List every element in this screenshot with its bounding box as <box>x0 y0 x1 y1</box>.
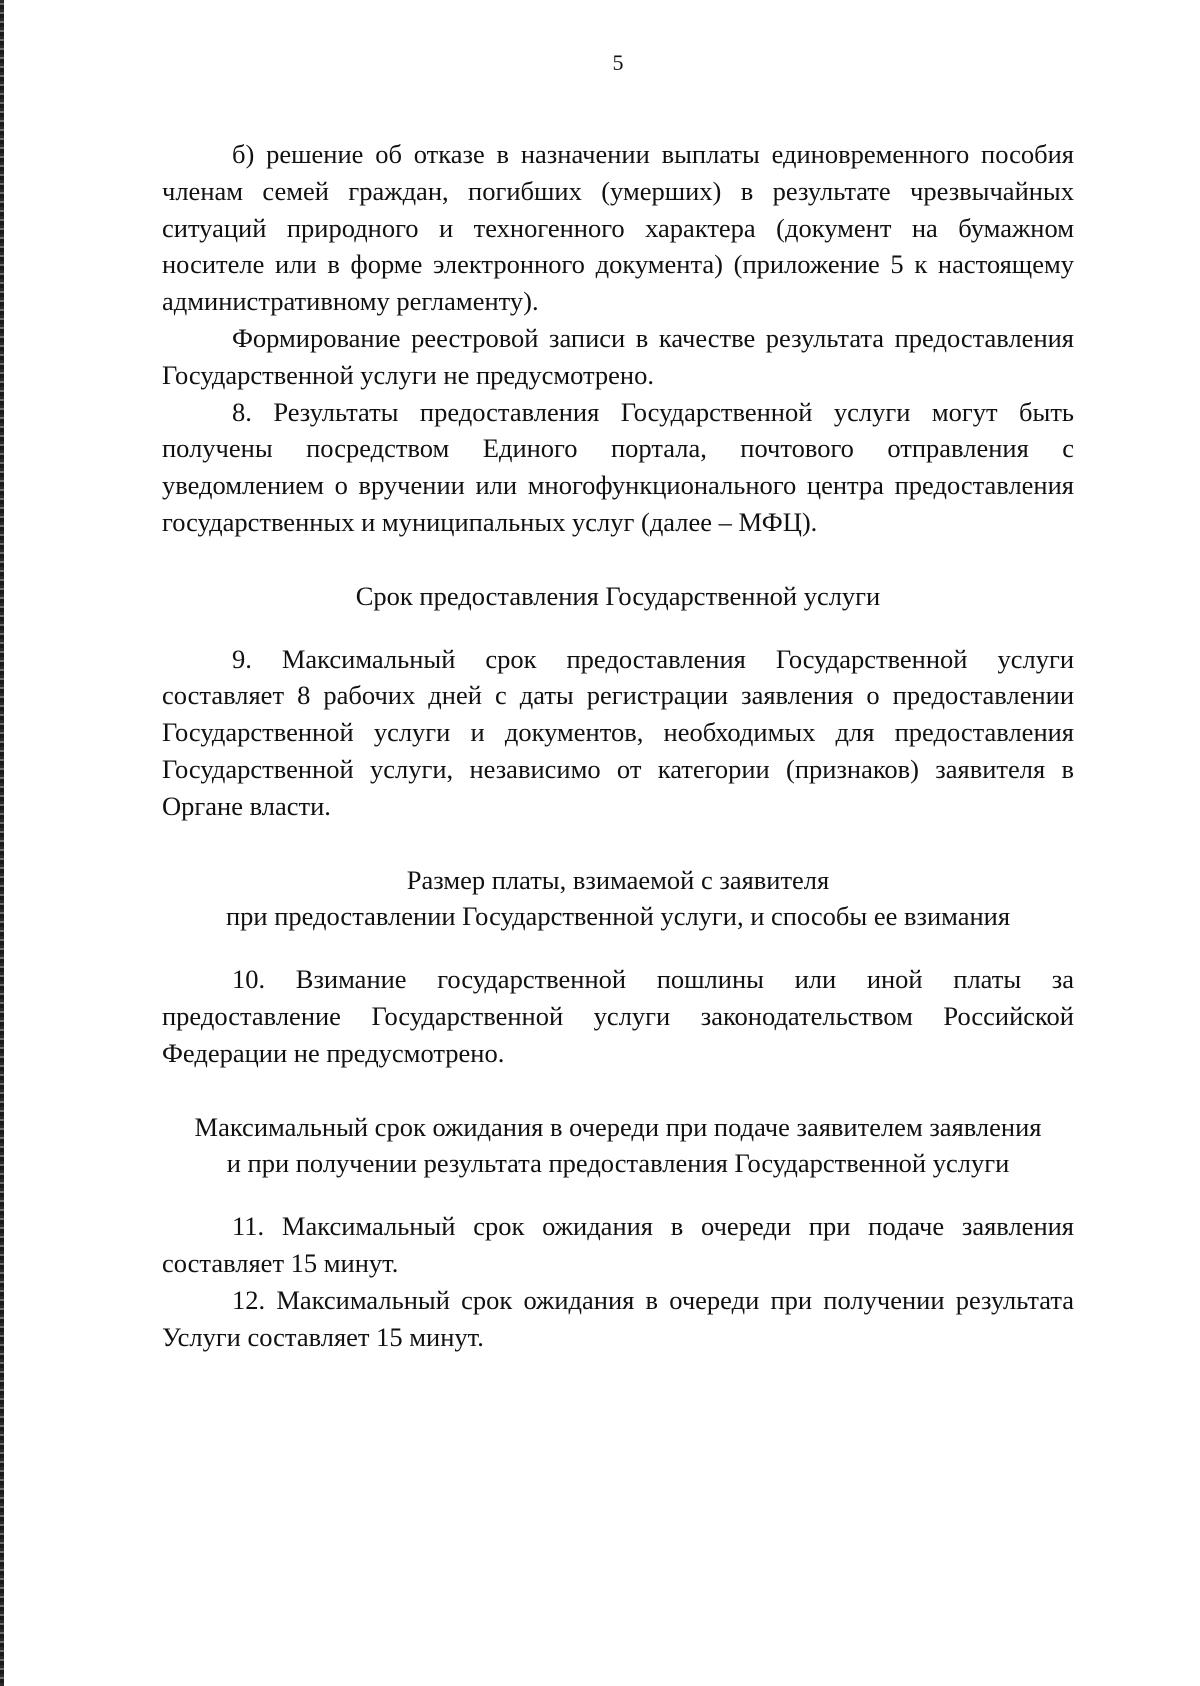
paragraph-registry-record: Формирование реестровой записи в качестве результата предоставления Государственной услуги не предусмотрено. <box>162 322 1074 390</box>
scan-edge <box>0 0 4 1686</box>
paragraph-8-results: 8. Результаты предоставления Государственной услуги могут быть получены посредством Единого портала, почтового отправления с уведомлением о вручении или многофункционального центра предоставления государственных и муниципальных услуг (далее – МФЦ). <box>162 396 1074 537</box>
paragraph-10-fee: 10. Взимание государственной пошлины или иной платы за предоставление Государственной услуги законодательством Российской Федерации не предусмотрено. <box>162 964 1074 1068</box>
page-number: 5 <box>612 50 624 75</box>
paragraph-decision-refusal: б) решение об отказе в назначении выплаты единовременного пособия членам семей граждан, погибших (умерших) в результате чрезвычайных ситуаций природного и техногенного характера (документ на бумажном носителе или в форме электронного документа) (приложение 5 к настоящему административному регламенту). <box>162 139 1074 317</box>
section-heading-queue-line-1: Максимальный срок ожидания в очереди при подаче заявителем заявления <box>194 1111 1042 1142</box>
document-body <box>162 136 1074 1355</box>
paragraph-11-queue-submission: 11. Максимальный срок ожидания в очереди при подаче заявления составляет 15 минут. <box>162 1211 1074 1278</box>
paragraph-12-queue-result: 12. Максимальный срок ожидания в очереди при получении результата Услуги составляет 15 минут. <box>162 1284 1074 1352</box>
section-heading-fee-line-1: Размер платы, взимаемой с заявителя <box>406 864 830 895</box>
section-heading-fee-line-2: при предоставлении Государственной услуги, и способы ее взимания <box>225 901 1011 932</box>
paragraph-9-max-term: 9. Максимальный срок предоставления Государственной услуги составляет 8 рабочих дней с даты регистрации заявления о предоставлении Государственной услуги и документов, необходимых для предоставления Государственной услуги, независимо от категории (признаков) заявителя в Органе власти. <box>162 643 1074 821</box>
section-heading-term: Срок предоставления Государственной услуги <box>355 580 881 611</box>
section-heading-queue-line-2: и при получении результата предоставления Государственной услуги <box>226 1148 1010 1179</box>
